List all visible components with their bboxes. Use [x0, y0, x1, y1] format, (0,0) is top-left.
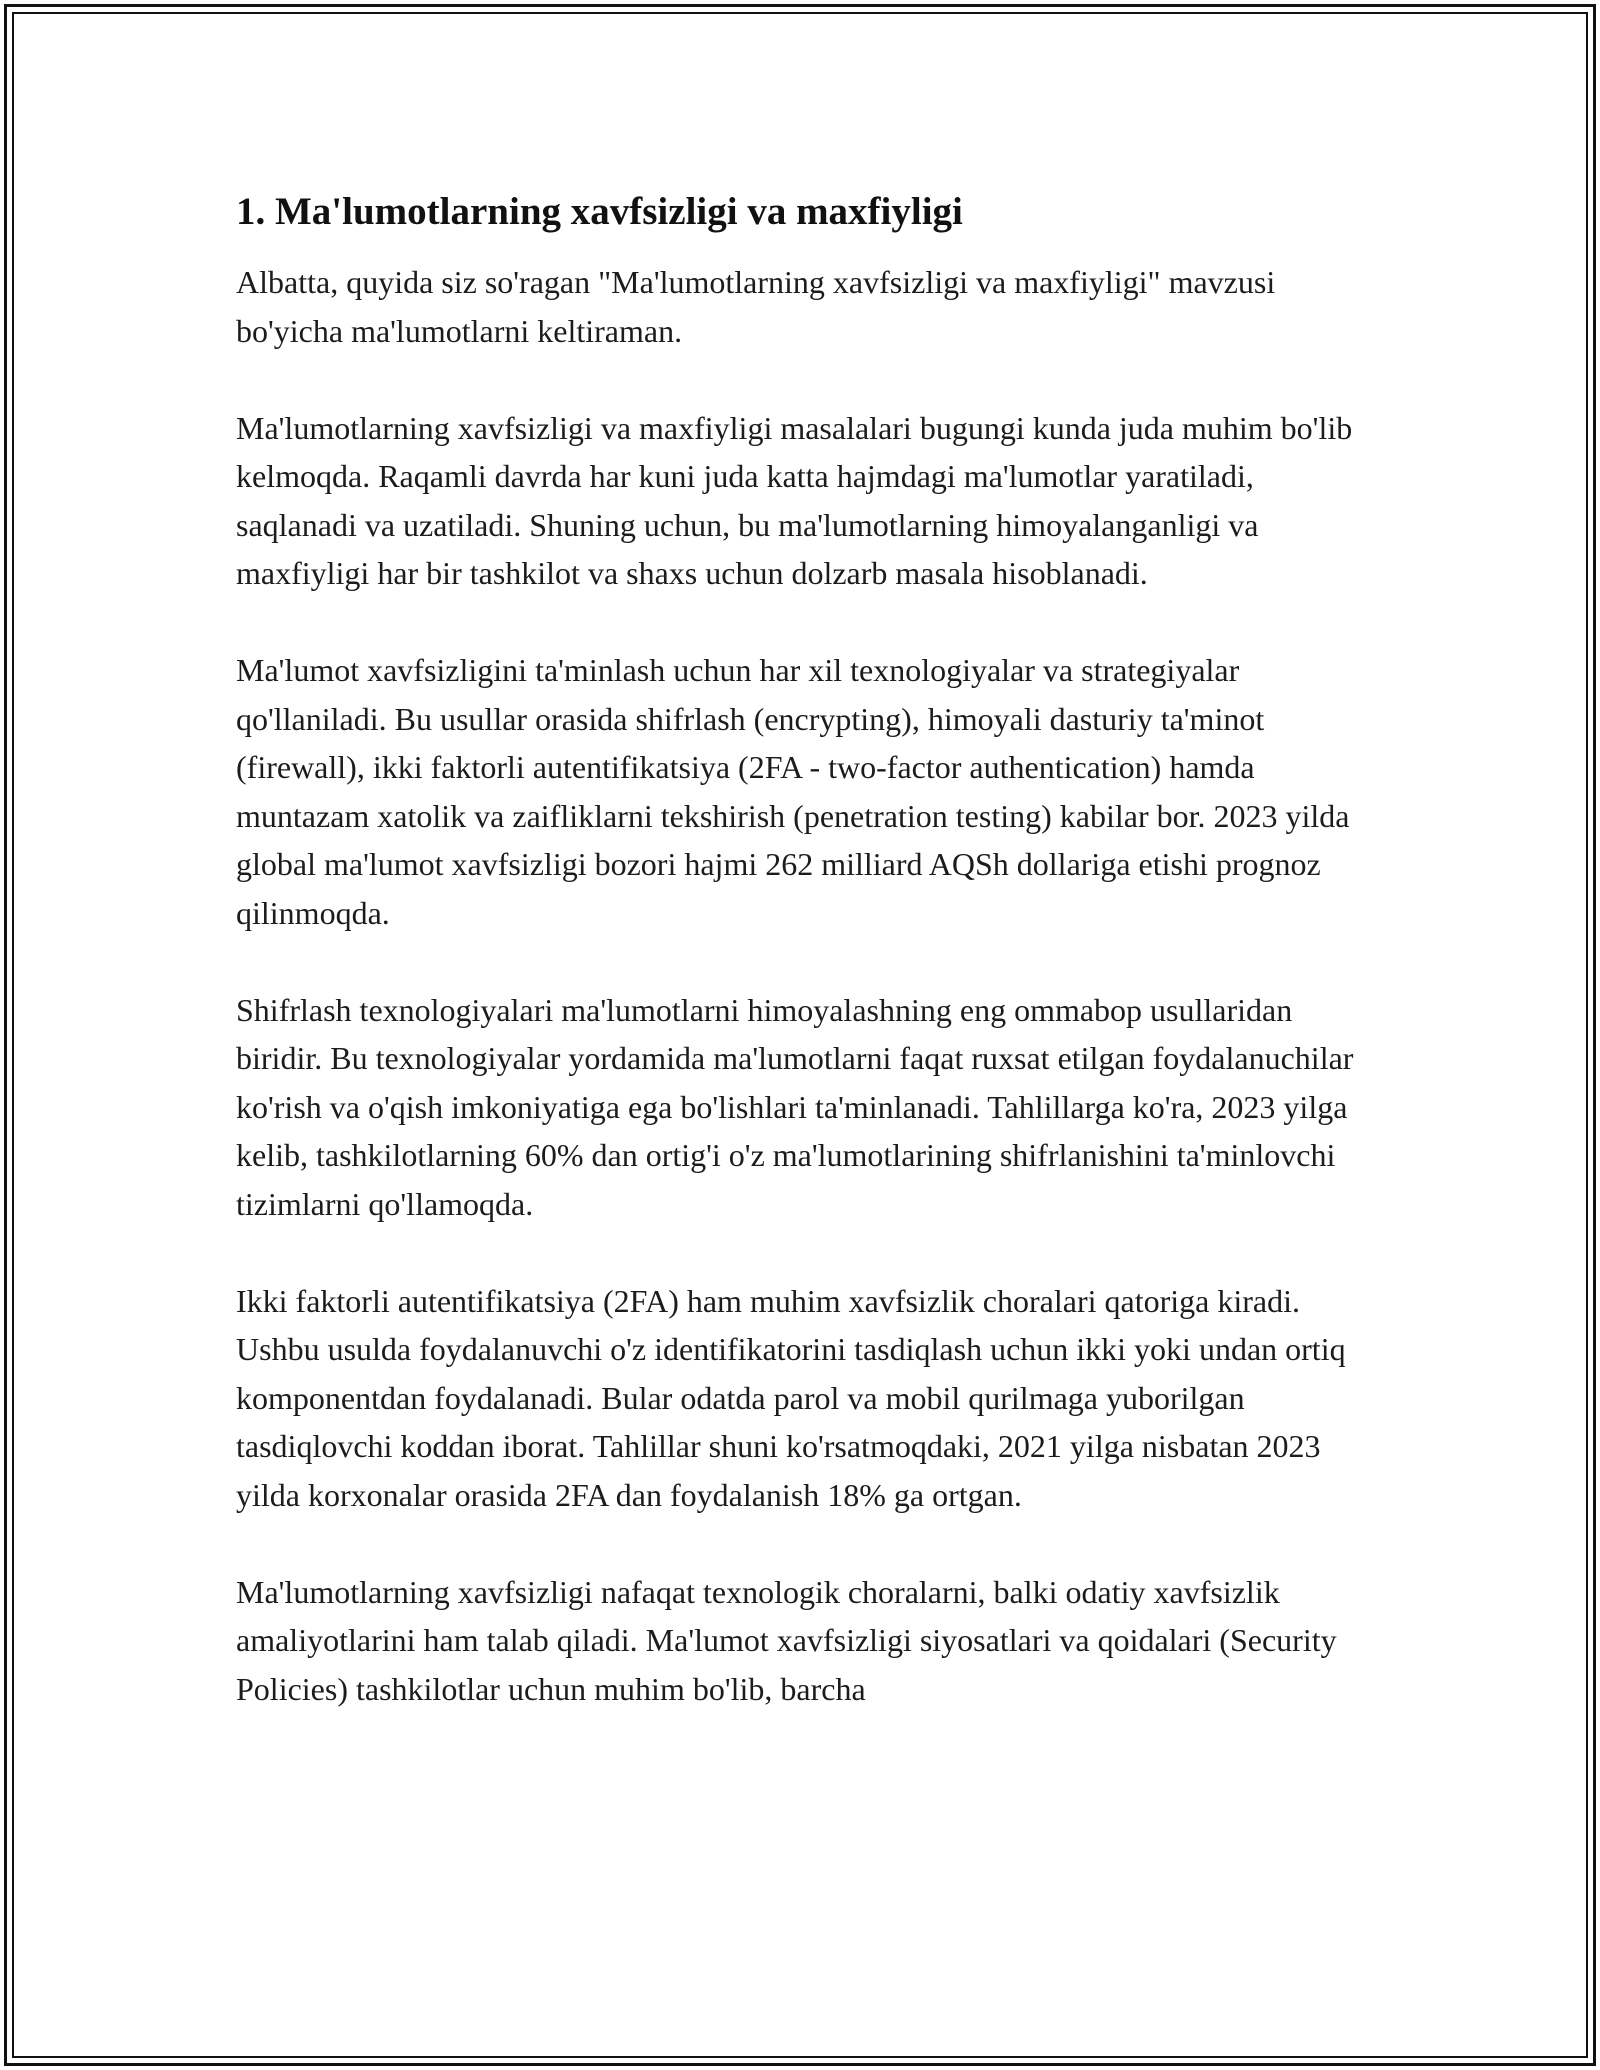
document-body	[236, 188, 1376, 1713]
paragraph-policies: Ma'lumotlarning xavfsizligi nafaqat texnologik choralarni, balki odatiy xavfsizlik amaliyotlarini ham talab qiladi. Ma'lumot xavfsizligi siyosatlari va qoidalari (Security Policies) tashkilotlar uchun muhim bo'lib, barcha	[236, 1573, 1337, 1707]
paragraph-importance: Ma'lumotlarning xavfsizligi va maxfiyligi masalalari bugungi kunda juda muhim bo'lib kelmoqda. Raqamli davrda har kuni juda katta hajmdagi ma'lumotlar yaratiladi, saqlanadi va uzatiladi. Shuning uchun, bu ma'lumotlarning himoyalanganligi va maxfiyligi har bir tashkilot va shaxs uchun dolzarb masala hisoblanadi.	[236, 409, 1353, 591]
paragraph-intro: Albatta, quyida siz so'ragan "Ma'lumotlarning xavfsizligi va maxfiyligi" mavzusi bo'yicha ma'lumotlarni keltiraman.	[236, 264, 1276, 349]
section-heading: 1. Ma'lumotlarning xavfsizligi va maxfiyligi	[236, 190, 963, 233]
paragraph-technologies: Ma'lumot xavfsizligini ta'minlash uchun har xil texnologiyalar va strategiyalar qo'llaniladi. Bu usullar orasida shifrlash (encrypting), himoyali dasturiy ta'minot (firewall), ikki faktorli autentifikatsiya (2FA - two-factor authentication) hamda muntazam xatolik va zaifliklarni tekshirish (penetration testing) kabilar bor. 2023 yilda global ma'lumot xavfsizligi bozori hajmi 262 milliard AQSh dollariga etishi prognoz qilinmoqda.	[236, 652, 1350, 931]
paragraph-2fa: Ikki faktorli autentifikatsiya (2FA) ham muhim xavfsizlik choralari qatoriga kiradi. Ushbu usulda foydalanuvchi o'z identifikatorini tasdiqlash uchun ikki yoki undan ortiq komponentdan foydalanadi. Bular odatda parol va mobil qurilmaga yuborilgan tasdiqlovchi koddan iborat. Tahlillar shuni ko'rsatmoqdaki, 2021 yilga nisbatan 2023 yilda korxonalar orasida 2FA dan foydalanish 18% ga ortgan.	[236, 1282, 1346, 1513]
paragraph-encryption: Shifrlash texnologiyalari ma'lumotlarni himoyalashning eng ommabop usullaridan biridir. Bu texnologiyalar yordamida ma'lumotlarni faqat ruxsat etilgan foydalanuchilar ko'rish va o'qish imkoniyatiga ega bo'lishlari ta'minlanadi. Tahlillarga ko'ra, 2023 yilga kelib, tashkilotlarning 60% dan ortig'i o'z ma'lumotlarining shifrlanishini ta'minlovchi tizimlarni qo'llamoqda.	[236, 991, 1354, 1222]
